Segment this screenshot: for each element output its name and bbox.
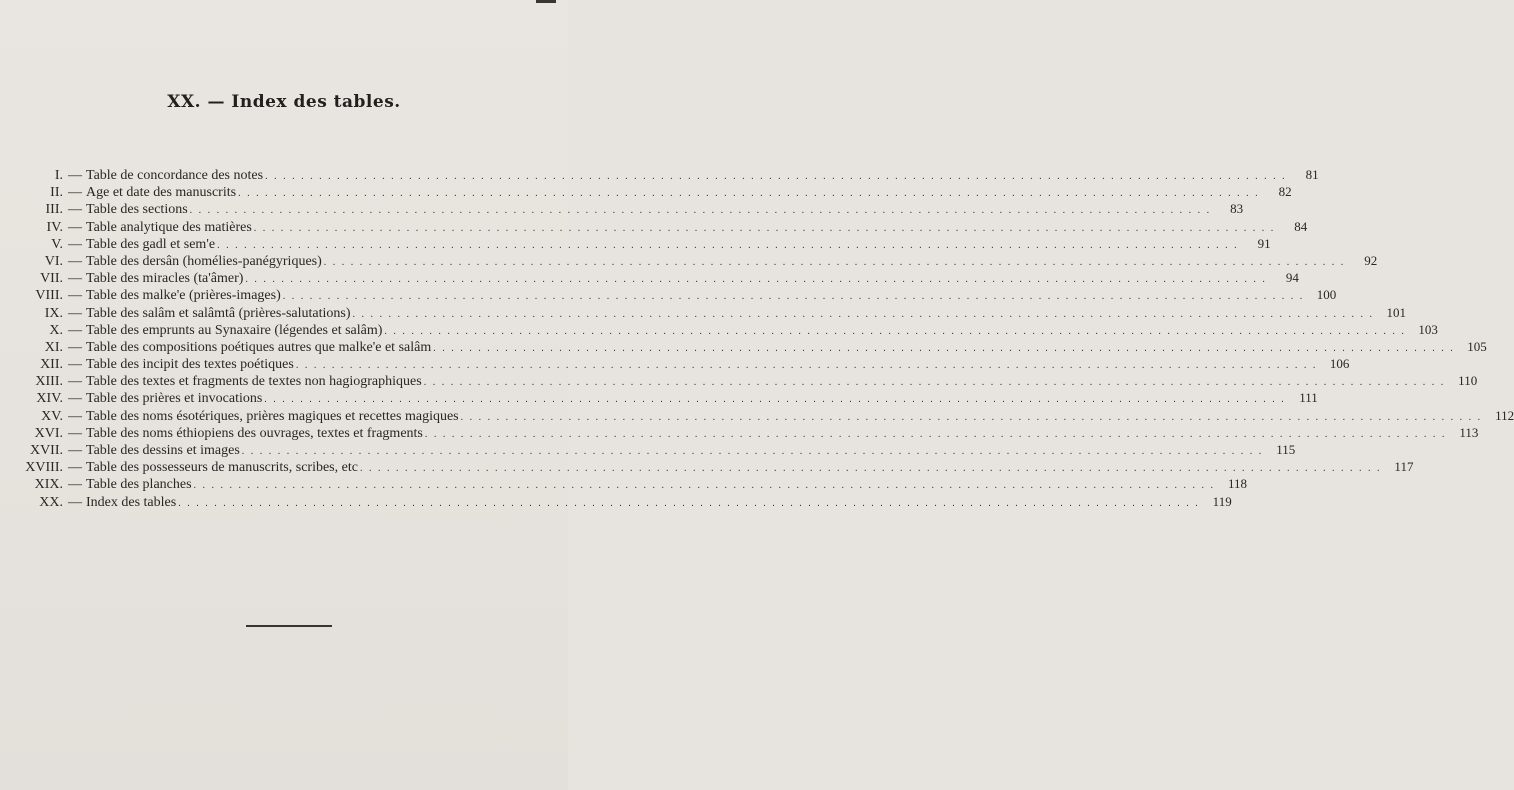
end-rule-divider (246, 625, 332, 627)
entry-page-number: 119 (1212, 493, 1232, 509)
dot-leader (192, 477, 1216, 494)
entry-label: Table des noms ésotériques, prières magiques et recettes magiques (86, 408, 459, 424)
entry-number: XIX. (34, 477, 63, 493)
entry-dash: — (68, 460, 82, 476)
entry-number: XIV. (36, 391, 63, 407)
entry-page-number: 91 (1257, 235, 1271, 251)
entry-number: XVIII. (25, 460, 63, 476)
entry-page-number: 105 (1467, 338, 1487, 354)
toc-entry (10, 441, 1296, 458)
entry-label: Index des tables (86, 494, 177, 510)
toc-entry (10, 235, 1271, 252)
entry-number: IV. (46, 219, 63, 235)
toc-entry (10, 338, 1487, 355)
toc-entry (10, 493, 1232, 510)
entry-number: XII. (40, 357, 63, 373)
entry-page-number: 82 (1278, 184, 1292, 200)
entry-number: IX. (44, 305, 63, 321)
entry-page-number: 100 (1316, 287, 1337, 303)
entry-dash: — (68, 168, 82, 183)
dot-leader (262, 391, 1286, 408)
entry-page-number: 111 (1299, 390, 1318, 406)
entry-page-number: 106 (1329, 356, 1350, 372)
toc-entry (10, 183, 1292, 201)
dot-leader (188, 202, 1212, 219)
toc-entry (10, 458, 1414, 476)
entry-label: Table des emprunts au Synaxaire (légendes et salâm) (86, 322, 383, 338)
dot-leader (281, 288, 1305, 305)
entry-dash: — (68, 185, 82, 201)
entry-page-number: 113 (1459, 424, 1479, 440)
toc-entry (10, 475, 1248, 493)
dot-leader (351, 306, 1375, 323)
entry-page-number: 101 (1386, 304, 1407, 320)
dot-leader (294, 357, 1318, 374)
entry-number: VII. (40, 271, 63, 287)
entry-page-number: 83 (1230, 201, 1244, 217)
dot-leader (322, 254, 1346, 271)
dot-leader (236, 185, 1260, 202)
dot-leader (215, 237, 1239, 254)
entry-label: Table analytique des matières (86, 219, 252, 235)
toc-entry (10, 372, 1478, 390)
entry-dash: — (68, 374, 82, 390)
entry-page-number: 84 (1294, 218, 1308, 234)
dot-leader (382, 323, 1406, 340)
entry-label: Table des prières et invocations (86, 391, 263, 407)
entry-number: XVI. (34, 425, 63, 441)
entry-dash: — (68, 391, 82, 407)
entry-dash: — (68, 305, 82, 321)
toc-entry (10, 200, 1244, 218)
entry-label: Table des dessins et images (86, 443, 240, 458)
entry-number: VI. (44, 253, 63, 269)
page-title: XX. — Index des tables. (167, 92, 401, 112)
toc-entry (10, 304, 1407, 321)
toc-entry (10, 252, 1378, 269)
toc-entry (10, 218, 1308, 235)
page-corner-mark (536, 0, 556, 3)
toc-entry (10, 269, 1299, 287)
entry-dash: — (68, 271, 82, 287)
entry-number: XI. (44, 339, 63, 355)
dot-leader (431, 340, 1455, 357)
entry-page-number: 94 (1285, 270, 1299, 286)
entry-dash: — (68, 339, 82, 355)
entry-label: Table des possesseurs de manuscrits, scribes, etc (86, 460, 358, 476)
toc-entry (10, 286, 1337, 304)
entry-page-number: 115 (1276, 442, 1296, 457)
entry-dash: — (68, 357, 82, 373)
entry-label: Table des malke'e (prières-images) (86, 288, 281, 304)
entry-page-number: 117 (1394, 459, 1414, 475)
entry-dash: — (68, 236, 82, 252)
entry-dash: — (68, 219, 82, 235)
entry-number: X. (49, 322, 63, 338)
toc-entry (10, 407, 1514, 424)
entry-number: II. (50, 185, 63, 201)
entry-dash: — (68, 408, 82, 424)
entry-label: Table des sections (86, 202, 188, 218)
toc-entry (10, 321, 1438, 338)
entry-label: Table des salâm et salâmtâ (prières-salutations) (86, 305, 351, 321)
entry-label: Age et date des manuscrits (86, 185, 237, 201)
toc-entry (10, 424, 1479, 441)
entry-number: I. (54, 168, 63, 183)
entry-page-number: 92 (1364, 252, 1378, 268)
table-of-contents (10, 166, 1514, 510)
entry-page-number: 81 (1305, 167, 1319, 182)
entry-number: VIII. (35, 288, 63, 304)
entry-dash: — (68, 477, 82, 493)
entry-page-number: 103 (1418, 321, 1438, 337)
entry-dash: — (68, 288, 82, 304)
toc-entry (10, 355, 1350, 373)
entry-number: XIII. (35, 374, 63, 390)
entry-label: Table des planches (86, 477, 192, 493)
entry-dash: — (68, 494, 82, 510)
entry-number: V. (51, 236, 63, 252)
entry-dash: — (68, 443, 82, 458)
dot-leader (252, 220, 1276, 237)
entry-label: Table des noms éthiopiens des ouvrages, textes et fragments (86, 425, 423, 441)
entry-number: III. (45, 202, 63, 218)
entry-number: XVII. (29, 443, 63, 458)
entry-label: Table des miracles (ta'âmer) (86, 271, 244, 287)
entry-label: Table de concordance des notes (86, 168, 264, 183)
entry-dash: — (68, 253, 82, 269)
dot-leader (459, 409, 1483, 426)
entry-number: XV. (41, 408, 63, 424)
toc-entry (10, 166, 1319, 183)
dot-leader (240, 443, 1264, 460)
entry-page-number: 110 (1458, 373, 1478, 389)
entry-label: Table des gadl et sem'e (86, 236, 216, 252)
entry-label: Table des dersân (homélies-panégyriques) (86, 253, 322, 269)
dot-leader (243, 271, 1267, 288)
dot-leader (263, 168, 1287, 185)
dot-leader (176, 495, 1200, 512)
entry-number: XX. (39, 494, 63, 510)
entry-page-number: 118 (1228, 476, 1248, 492)
entry-label: Table des incipit des textes poétiques (86, 357, 294, 373)
toc-entry (10, 389, 1318, 407)
entry-dash: — (68, 322, 82, 338)
entry-label: Table des textes et fragments de textes non hagiographiques (86, 374, 422, 390)
entry-dash: — (68, 425, 82, 441)
entry-label: Table des compositions poétiques autres que malke'e et salâm (86, 339, 432, 355)
entry-dash: — (68, 202, 82, 218)
entry-page-number: 112 (1495, 407, 1514, 423)
